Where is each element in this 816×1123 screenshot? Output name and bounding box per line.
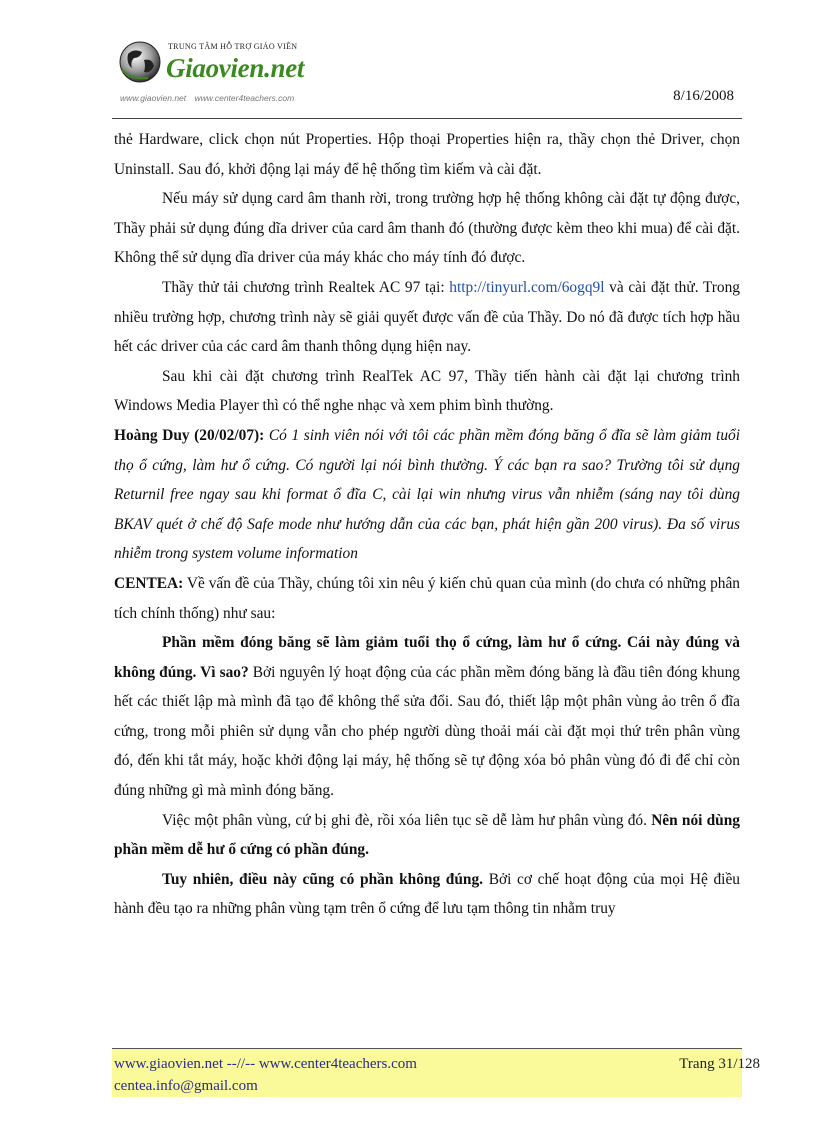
- paragraph-6-text: Việc một phân vùng, cứ bị ghi đè, rồi xóa liên tục sẽ dễ làm hư phân vùng đó.: [162, 811, 652, 829]
- paragraph-5: [114, 628, 740, 806]
- answer-text: Về vấn đề của Thầy, chúng tôi xin nêu ý kiến chủ quan của mình (do chưa có những phân tích chính thống) như sau:: [114, 574, 740, 622]
- paragraph-5-text: Bởi nguyên lý hoạt động của các phần mềm đóng băng là đầu tiên đóng khung hết các thiết lập mà mình đã tạo để không thể sửa đổi. Sau đó, thiết lập một phân vùng ảo trên ổ đĩa cứng, trong mỗi phiên sử dụng vẫn cho phép người dùng thoải mái cài đặt mọi thứ trên phân vùng đó, đến khi tắt máy, hoặc khởi động lại máy, hệ thống sẽ tự động xóa bỏ phân vùng đó đi để chỉ còn đúng những gì mà mình đóng băng.: [114, 663, 740, 800]
- paragraph-3: [114, 273, 740, 362]
- logo-url-2: www.center4teachers.com: [194, 93, 295, 103]
- paragraph-1: thẻ Hardware, click chọn nút Properties. Hộp thoại Properties hiện ra, thầy chọn thẻ Driver, chọn Uninstall. Sau đó, khởi động lại máy để hệ thống tìm kiếm và cài đặt.: [114, 131, 740, 178]
- paragraph-4: Sau khi cài đặt chương trình RealTek AC 97, Thầy tiến hành cài đặt lại chương trình Windows Media Player thì có thể nghe nhạc và xem phim bình thường.: [114, 367, 740, 415]
- logo-urls: [120, 93, 294, 103]
- globe-icon: [118, 40, 162, 84]
- page-footer: [112, 1048, 760, 1097]
- question-text: Có 1 sinh viên nói với tôi các phần mềm đóng băng ổ đĩa sẽ làm giảm tuổi thọ ổ cứng, làm hư ổ cứng. Có người lại nói bình thường. Ý các bạn ra sao? Trường tôi sử dụng Returnil free ngay sau khi format ổ đĩa C, cài lại win nhưng virus vẫn nhiễm (sáng nay tôi dùng BKAV quét ở chế độ Safe mode như hướng dẫn của các bạn, phát hiện gần 200 virus). Đa số virus nhiễm trong system volume information: [114, 426, 741, 563]
- paragraph-6-bold: Nên nói dùng phần mềm dễ hư ổ cứng có phần đúng.: [114, 811, 740, 859]
- realtek-download-link[interactable]: http://tinyurl.com/6ogq9l: [449, 278, 605, 296]
- header-divider: [112, 118, 742, 119]
- logo-wordmark: Giaovien.net: [166, 53, 305, 83]
- paragraph-7: [114, 865, 740, 924]
- header-date: 8/16/2008: [673, 88, 734, 104]
- question-author: Hoàng Duy (20/02/07):: [114, 426, 265, 444]
- document-body: [114, 125, 740, 924]
- paragraph-6: [114, 806, 740, 865]
- page-number: Trang 31/128: [679, 1056, 760, 1072]
- answer-author: CENTEA:: [114, 574, 184, 592]
- footer-websites[interactable]: www.giaovien.net --//-- www.center4teachers.com: [114, 1056, 417, 1072]
- paragraph-7-text: Bởi cơ chế hoạt động của mọi Hệ điều hành đều tạo ra những phân vùng tạm trên ổ cứng để lưu tạm thông tin nhằm truy: [114, 870, 740, 918]
- question-paragraph: [114, 421, 740, 569]
- paragraph-3-rest: và cài đặt thử. Trong nhiều trường hợp, chương trình này sẽ giải quyết được vấn đề của Thầy. Do nó đã được tích hợp hầu hết các driver của các card âm thanh thông dụng hiện nay.: [114, 278, 740, 356]
- paragraph-3-lead: Thầy thử tải chương trình Realtek AC 97 tại:: [162, 278, 450, 296]
- page-header: [112, 30, 742, 122]
- paragraph-7-bold: Tuy nhiên, điều này cũng có phần không đúng.: [162, 870, 484, 888]
- footer-email[interactable]: centea.info@gmail.com: [114, 1078, 258, 1094]
- answer-paragraph: [114, 569, 740, 628]
- paragraph-5-bold: Phần mềm đóng băng sẽ làm giảm tuổi thọ ổ cứng, làm hư ổ cứng. Cái này đúng và không đúng. Vì sao?: [114, 634, 740, 681]
- paragraph-2: Nếu máy sử dụng card âm thanh rời, trong trường hợp hệ thống không cài đặt tự động được, Thầy phải sử dụng đúng dĩa driver của card âm thanh đó (thường được kèm theo khi mua) để cài đặt. Không thể sử dụng dĩa driver của máy khác cho máy tính đó được.: [114, 190, 740, 267]
- giaovien-logo[interactable]: [112, 36, 352, 106]
- logo-url-1: www.giaovien.net: [120, 93, 187, 103]
- logo-tagline: TRUNG TÂM HỖ TRỢ GIÁO VIÊN: [168, 42, 298, 51]
